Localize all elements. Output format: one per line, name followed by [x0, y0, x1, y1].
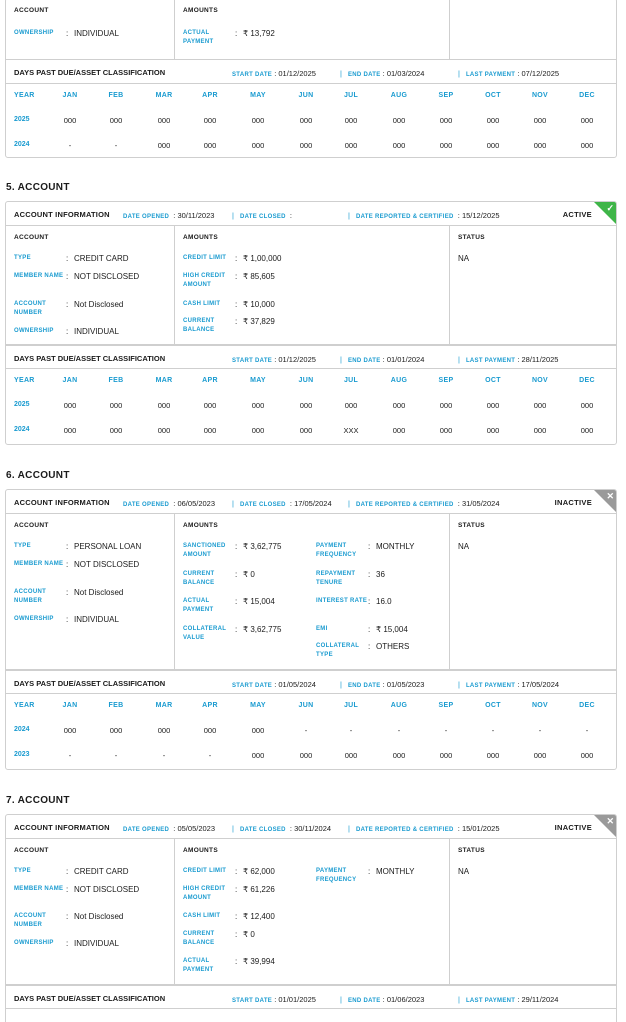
- type-label: TYPE: [14, 543, 31, 549]
- last-payment-value: 17/05/2024: [521, 680, 560, 689]
- date-opened-label: DATE OPENED: [123, 827, 170, 833]
- dpd-cell: 000: [63, 401, 77, 410]
- month-header: YEAR: [14, 702, 35, 709]
- dpd-title: DAYS PAST DUE/ASSET CLASSIFICATION: [14, 994, 166, 1003]
- last-payment-label: LAST PAYMENT: [465, 683, 516, 689]
- actual-payment-value: ₹ 13,792: [243, 29, 275, 38]
- dpd-cell: 000: [439, 116, 453, 125]
- member-name-value: NOT DISCLOSED: [74, 885, 140, 894]
- month-header: OCT: [485, 702, 501, 709]
- high-credit-value: ₹ 61,226: [243, 885, 275, 894]
- dpd-cell: -: [397, 726, 401, 735]
- month-header: FEB: [108, 92, 124, 99]
- end-date-value: 01/06/2023: [386, 995, 425, 1004]
- dpd-cell: 000: [486, 141, 500, 150]
- year-row: [6, 108, 616, 132]
- status-value: NA: [458, 254, 470, 263]
- dpd-grid: [6, 84, 616, 158]
- dpd-cell: 000: [63, 116, 77, 125]
- account-heading: ACCOUNT: [14, 7, 49, 14]
- start-date-label: START DATE: [232, 683, 273, 689]
- month-header-row: [6, 84, 616, 108]
- dpd-cell: 000: [109, 726, 123, 735]
- amounts-heading: AMOUNTS: [183, 522, 218, 529]
- section-title-5: 5. ACCOUNT: [6, 182, 70, 193]
- dpd-cell: 000: [203, 426, 217, 435]
- dpd-cell: 000: [157, 116, 171, 125]
- date-reported-value: 31/05/2024: [461, 499, 500, 508]
- sanctioned-amount-label: SANCTIONED AMOUNT: [183, 543, 226, 558]
- account-number-value: Not Disclosed: [74, 300, 124, 309]
- month-header: APR: [202, 702, 218, 709]
- month-header-row: [6, 369, 616, 393]
- dpd-cell: 000: [203, 726, 217, 735]
- current-balance-value: ₹ 0: [243, 930, 255, 939]
- check-icon: ✓: [594, 202, 616, 224]
- status-badge: INACTIVE: [554, 498, 592, 507]
- high-credit-value: ₹ 85,605: [243, 272, 275, 281]
- month-header: SEP: [438, 92, 454, 99]
- month-header: JUL: [343, 702, 359, 709]
- year-cell: 2024: [14, 426, 30, 433]
- month-header: JUN: [298, 92, 314, 99]
- interest-rate-label: INTEREST RATE: [316, 598, 368, 604]
- month-header: MAY: [250, 702, 266, 709]
- current-balance-label: CURRENT BALANCE: [183, 931, 215, 946]
- start-date-value: 01/05/2024: [278, 680, 316, 689]
- last-payment-label: LAST PAYMENT: [465, 998, 516, 1004]
- dpd-cell: 000: [486, 401, 500, 410]
- collateral-type-value: OTHERS: [376, 642, 410, 651]
- month-header: JAN: [62, 702, 78, 709]
- dpd-cell: 000: [299, 116, 313, 125]
- month-header: JUN: [298, 702, 314, 709]
- month-header: JUN: [298, 377, 314, 384]
- payment-frequency-value: MONTHLY: [376, 867, 415, 876]
- account-heading: ACCOUNT: [14, 522, 49, 529]
- close-icon: ✕: [594, 490, 616, 512]
- type-value: PERSONAL LOAN: [74, 542, 142, 551]
- month-header: MAR: [155, 92, 173, 99]
- dpd-cell: 000: [580, 426, 594, 435]
- current-balance-value: ₹ 0: [243, 570, 255, 579]
- dpd-cell: 000: [63, 726, 77, 735]
- cash-limit-label: CASH LIMIT: [183, 301, 221, 307]
- repayment-tenure-label: REPAYMENT TENURE: [316, 571, 356, 586]
- dpd-cell: 000: [439, 751, 453, 760]
- dpd-cell: 000: [299, 426, 313, 435]
- dpd-cell: -: [208, 751, 212, 760]
- status-heading: STATUS: [458, 847, 485, 854]
- dpd-cell: 000: [392, 401, 406, 410]
- actual-payment-value: ₹ 39,994: [243, 957, 275, 966]
- dpd-cell: 000: [344, 751, 358, 760]
- dpd-cell: 000: [580, 141, 594, 150]
- ownership-value: INDIVIDUAL: [74, 327, 119, 336]
- year-row: [6, 743, 616, 767]
- type-value: CREDIT CARD: [74, 867, 129, 876]
- end-date-label: END DATE: [347, 683, 381, 689]
- collateral-value-label: COLLATERAL VALUE: [183, 626, 227, 641]
- start-date-label: START DATE: [232, 72, 273, 78]
- dpd-cell: 000: [533, 751, 547, 760]
- dpd-cell: -: [68, 751, 72, 760]
- year-cell: 2025: [14, 116, 30, 123]
- payment-frequency-label: PAYMENT FREQUENCY: [316, 543, 357, 558]
- type-label: TYPE: [14, 255, 31, 261]
- status-heading: STATUS: [458, 234, 485, 241]
- month-header: JUL: [343, 377, 359, 384]
- last-payment-value: 28/11/2025: [521, 355, 559, 364]
- date-closed-value: 30/11/2024: [294, 824, 332, 833]
- dpd-title: DAYS PAST DUE/ASSET CLASSIFICATION: [14, 679, 166, 688]
- actual-payment-label: ACTUAL PAYMENT: [183, 30, 214, 45]
- actual-payment-label: ACTUAL PAYMENT: [183, 598, 214, 613]
- member-name-label: MEMBER NAME: [14, 561, 64, 567]
- month-header-row: [6, 694, 616, 718]
- year-row: [6, 718, 616, 742]
- end-date-value: 01/03/2024: [386, 69, 425, 78]
- dpd-cell: -: [162, 751, 166, 760]
- date-opened-label: DATE OPENED: [123, 502, 170, 508]
- cash-limit-value: ₹ 10,000: [243, 300, 275, 309]
- dpd-cell: 000: [344, 401, 358, 410]
- collateral-type-label: COLLATERAL TYPE: [316, 643, 360, 658]
- dpd-title: DAYS PAST DUE/ASSET CLASSIFICATION: [14, 68, 166, 77]
- last-payment-value: 07/12/2025: [521, 69, 560, 78]
- dpd-cell: 000: [533, 401, 547, 410]
- date-reported-value: 15/12/2025: [461, 211, 500, 220]
- last-payment-label: LAST PAYMENT: [465, 358, 516, 364]
- date-closed-label: DATE CLOSED: [239, 502, 286, 508]
- start-date-value: 01/12/2025: [278, 355, 316, 364]
- dpd-cell: 000: [580, 401, 594, 410]
- dpd-cell: 000: [439, 426, 453, 435]
- dpd-cell: 000: [251, 116, 265, 125]
- cash-limit-value: ₹ 12,400: [243, 912, 275, 921]
- start-date-value: 01/12/2025: [278, 69, 316, 78]
- dpd-cell: -: [444, 726, 448, 735]
- start-date-label: START DATE: [232, 998, 273, 1004]
- date-closed-label: DATE CLOSED: [239, 827, 286, 833]
- dpd-cell: -: [114, 751, 118, 760]
- dpd-cell: 000: [299, 401, 313, 410]
- ownership-value: INDIVIDUAL: [74, 939, 119, 948]
- year-row: [6, 418, 616, 442]
- date-opened-value: 05/05/2023: [177, 824, 216, 833]
- status-heading: STATUS: [458, 522, 485, 529]
- ownership-label: OWNERSHIP: [14, 328, 54, 334]
- dpd-cell: 000: [109, 116, 123, 125]
- month-header: DEC: [579, 702, 595, 709]
- account-card-7: ACCOUNT INFORMATION DATE OPENED : 05/05/2023 | DATE CLOSED : 30/11/2024 | DATE REPORTED & CERTIFIED : 15/01/2025 INACTIVE ✕ ACCOUNT TYPE : CREDIT CARD MEMBER NAME : NOT DISCLOSED ACCOUNT NUMBER : Not Disclosed OWNERSHIP : INDIVIDUAL AMOUNTS CREDIT LIMIT : ₹ 62,000 HIGH CREDIT AMOUNT : ₹ 61,226 CASH LIMIT : ₹ 12,400 CURRENT BALANCE : ₹ 0 ACTUAL PAYMENT : ₹ 39,994 PAYMENT FREQUENCY : MONTHLY STATUS NA DAYS PAST DUE/ASSET CLASSIFICATION START DATE : 01/01/2025 | END DATE : 01/06/2023 | LAST PAYMENT : 29/11/2024: [5, 814, 617, 1022]
- dpd-cell: 000: [486, 426, 500, 435]
- account-heading: ACCOUNT: [14, 234, 49, 241]
- dpd-cell: 000: [251, 401, 265, 410]
- dpd-cell: 000: [439, 401, 453, 410]
- month-header: DEC: [579, 92, 595, 99]
- account-number-value: Not Disclosed: [74, 588, 124, 597]
- dpd-cell: 000: [533, 426, 547, 435]
- credit-limit-value: ₹ 62,000: [243, 867, 275, 876]
- actual-payment-label: ACTUAL PAYMENT: [183, 958, 214, 973]
- end-date-value: 01/05/2023: [386, 680, 425, 689]
- year-cell: 2024: [14, 141, 30, 148]
- year-row: [6, 393, 616, 417]
- month-header: APR: [202, 377, 218, 384]
- member-name-value: NOT DISCLOSED: [74, 272, 140, 281]
- year-cell: 2025: [14, 401, 30, 408]
- dpd-cell: 000: [299, 141, 313, 150]
- end-date-label: END DATE: [347, 358, 381, 364]
- month-header: OCT: [485, 377, 501, 384]
- ownership-label: OWNERSHIP: [14, 30, 54, 36]
- date-closed-value: 17/05/2024: [294, 499, 332, 508]
- month-header: SEP: [438, 377, 454, 384]
- amounts-heading: AMOUNTS: [183, 234, 218, 241]
- member-name-label: MEMBER NAME: [14, 886, 64, 892]
- month-header: NOV: [531, 702, 549, 709]
- dpd-cell: -: [114, 141, 118, 150]
- ownership-label: OWNERSHIP: [14, 616, 54, 622]
- dpd-cell: -: [585, 726, 589, 735]
- end-date-label: END DATE: [347, 72, 381, 78]
- dpd-cell: 000: [203, 116, 217, 125]
- interest-rate-value: 16.0: [376, 597, 392, 606]
- month-header: DEC: [579, 377, 595, 384]
- dpd-cell: 000: [157, 141, 171, 150]
- high-credit-label: HIGH CREDIT AMOUNT: [183, 886, 226, 901]
- section-title-7: 7. ACCOUNT: [6, 795, 70, 806]
- dpd-cell: 000: [439, 141, 453, 150]
- dpd-cell: 000: [580, 116, 594, 125]
- month-header: JAN: [62, 92, 78, 99]
- last-payment-value: 29/11/2024: [521, 995, 559, 1004]
- account-number-label: ACCOUNT NUMBER: [14, 589, 47, 604]
- dpd-cell: 000: [344, 141, 358, 150]
- month-header: JAN: [62, 377, 78, 384]
- month-header: YEAR: [14, 92, 35, 99]
- dpd-cell: 000: [580, 751, 594, 760]
- dpd-cell: 000: [486, 751, 500, 760]
- status-value: NA: [458, 542, 470, 551]
- account-card-5: ACCOUNT INFORMATION DATE OPENED : 30/11/2023 | DATE CLOSED : | DATE REPORTED & CERTIFIED : 15/12/2025 ACTIVE ✓ ACCOUNT TYPE : CREDIT CARD MEMBER NAME : NOT DISCLOSED ACCOUNT NUMBER : Not Disclosed OWNERSHIP : INDIVIDUAL AMOUNTS CREDIT LIMIT : ₹ 1,00,000 HIGH CREDIT AMOUNT : ₹ 85,605 CASH LIMIT : ₹ 10,000 CURRENT BALANCE : ₹ 37,829 STATUS NA DAYS PAST DUE/ASSET CLASSIFICATION START DATE : 01/12/2025 | END DATE : 01/01/2024 | LAST PAYMENT : 28/11/2025 YEAR JAN FEB MAR APR MAY JUN JUL AUG SEP OCT NOV DEC 2025 000 000 000 000 000 000 000 000 000 000 000 000 2024 000 000 000 000 000 000 XXX 000 000 000 000 000: [5, 201, 617, 445]
- account-card-6: ACCOUNT INFORMATION DATE OPENED : 06/05/2023 | DATE CLOSED : 17/05/2024 | DATE REPORTED & CERTIFIED : 31/05/2024 INACTIVE ✕ ACCOUNT TYPE : PERSONAL LOAN MEMBER NAME : NOT DISCLOSED ACCOUNT NUMBER : Not Disclosed OWNERSHIP : INDIVIDUAL AMOUNTS SANCTIONED AMOUNT : ₹ 3,62,775 CURRENT BALANCE : ₹ 0 ACTUAL PAYMENT : ₹ 15,004 COLLATERAL VALUE : ₹ 3,62,775 PAYMENT FREQUENCY : MONTHLY REPAYMENT TENURE : 36 INTEREST RATE : 16.0 EMI : ₹ 15,004 COLLATERAL TYPE : OTHERS STATUS NA DAYS PAST DUE/ASSET CLASSIFICATION START DATE : 01/05/2024 | END DATE : 01/05/2023 | LAST PAYMENT : 17/05/2024 YEAR JAN FEB MAR APR MAY JUN JUL AUG SEP OCT NOV DEC 2024 000 000 000 000 000 - - - - - - - 2023 - - - - 000 000 000 000 000 000 000 000: [5, 489, 617, 770]
- month-header: APR: [202, 92, 218, 99]
- emi-value: ₹ 15,004: [376, 625, 408, 634]
- dpd-cell: 000: [157, 426, 171, 435]
- section-title-6: 6. ACCOUNT: [6, 470, 70, 481]
- payment-frequency-label: PAYMENT FREQUENCY: [316, 868, 357, 883]
- amounts-heading: AMOUNTS: [183, 847, 218, 854]
- dpd-cell: 000: [392, 751, 406, 760]
- high-credit-label: HIGH CREDIT AMOUNT: [183, 273, 226, 288]
- amounts-heading: AMOUNTS: [183, 7, 218, 14]
- month-header: AUG: [390, 377, 408, 384]
- sanctioned-amount-value: ₹ 3,62,775: [243, 542, 282, 551]
- dpd-cell: 000: [251, 726, 265, 735]
- dpd-title: DAYS PAST DUE/ASSET CLASSIFICATION: [14, 354, 166, 363]
- ownership-value: INDIVIDUAL: [74, 615, 119, 624]
- dpd-cell: -: [349, 726, 353, 735]
- close-icon: ✕: [594, 815, 616, 837]
- dpd-cell: 000: [392, 116, 406, 125]
- dpd-cell: 000: [203, 141, 217, 150]
- account-info-title: ACCOUNT INFORMATION: [14, 823, 110, 832]
- actual-payment-value: ₹ 15,004: [243, 597, 275, 606]
- dpd-cell: 000: [63, 426, 77, 435]
- account-number-label: ACCOUNT NUMBER: [14, 301, 47, 316]
- month-header: YEAR: [14, 377, 35, 384]
- year-cell: 2024: [14, 726, 30, 733]
- start-date-label: START DATE: [232, 358, 273, 364]
- month-header: OCT: [485, 92, 501, 99]
- dpd-cell: 000: [251, 751, 265, 760]
- end-date-label: END DATE: [347, 998, 381, 1004]
- type-value: CREDIT CARD: [74, 254, 129, 263]
- month-header: MAR: [155, 377, 173, 384]
- type-label: TYPE: [14, 868, 31, 874]
- dpd-cell: -: [538, 726, 542, 735]
- status-badge: ACTIVE: [562, 210, 592, 219]
- ownership-value: INDIVIDUAL: [74, 29, 119, 38]
- date-closed-label: DATE CLOSED: [239, 214, 286, 220]
- dpd-cell: 000: [392, 426, 406, 435]
- dpd-cell: -: [304, 726, 308, 735]
- month-header: JUL: [343, 92, 359, 99]
- status-badge: INACTIVE: [554, 823, 592, 832]
- credit-limit-label: CREDIT LIMIT: [183, 868, 227, 874]
- year-row: [6, 133, 616, 157]
- dpd-cell: 000: [392, 141, 406, 150]
- date-reported-label: DATE REPORTED & CERTIFIED: [355, 827, 454, 833]
- account-card-4: ACCOUNT OWNERSHIP : INDIVIDUAL AMOUNTS ACTUAL PAYMENT : ₹ 13,792 DAYS PAST DUE/ASSET CLASSIFICATION START DATE : 01/12/2025 | END DATE : 01/03/2024 | LAST PAYMENT : 07/12/2025 YEAR JAN FEB MAR APR MAY JUN JUL AUG SEP OCT NOV DEC 2025 000 000 000 000 000 000 000 000 000 000 000 000 2024 - - 000 000 000 000 000 000 000 000 000 000: [5, 0, 617, 158]
- account-heading: ACCOUNT: [14, 847, 49, 854]
- month-header: NOV: [531, 377, 549, 384]
- status-value: NA: [458, 867, 470, 876]
- cash-limit-label: CASH LIMIT: [183, 913, 221, 919]
- dpd-cell: 000: [109, 401, 123, 410]
- member-name-value: NOT DISCLOSED: [74, 560, 140, 569]
- month-header: AUG: [390, 92, 408, 99]
- dpd-cell: 000: [251, 141, 265, 150]
- start-date-value: 01/01/2025: [278, 995, 316, 1004]
- dpd-cell: 000: [533, 116, 547, 125]
- dpd-cell: 000: [533, 141, 547, 150]
- dpd-cell: -: [491, 726, 495, 735]
- dpd-cell: XXX: [343, 426, 359, 435]
- current-balance-label: CURRENT BALANCE: [183, 318, 215, 333]
- month-header: MAY: [250, 377, 266, 384]
- credit-limit-label: CREDIT LIMIT: [183, 255, 227, 261]
- dpd-grid: [6, 369, 616, 443]
- credit-limit-value: ₹ 1,00,000: [243, 254, 282, 263]
- dpd-cell: 000: [109, 426, 123, 435]
- current-balance-value: ₹ 37,829: [243, 317, 275, 326]
- dpd-cell: 000: [157, 726, 171, 735]
- dpd-grid: [6, 694, 616, 768]
- month-header: FEB: [108, 702, 124, 709]
- collateral-value-value: ₹ 3,62,775: [243, 625, 282, 634]
- date-reported-value: 15/01/2025: [461, 824, 500, 833]
- dpd-cell: 000: [157, 401, 171, 410]
- emi-label: EMI: [316, 626, 328, 632]
- dpd-cell: 000: [344, 116, 358, 125]
- repayment-tenure-value: 36: [376, 570, 385, 579]
- account-number-label: ACCOUNT NUMBER: [14, 913, 47, 928]
- date-reported-label: DATE REPORTED & CERTIFIED: [355, 502, 454, 508]
- date-opened-label: DATE OPENED: [123, 214, 170, 220]
- payment-frequency-value: MONTHLY: [376, 542, 415, 551]
- date-opened-value: 30/11/2023: [177, 211, 215, 220]
- member-name-label: MEMBER NAME: [14, 273, 64, 279]
- end-date-value: 01/01/2024: [386, 355, 425, 364]
- dpd-cell: -: [68, 141, 72, 150]
- dpd-cell: 000: [299, 751, 313, 760]
- date-opened-value: 06/05/2023: [177, 499, 216, 508]
- dpd-cell: 000: [203, 401, 217, 410]
- current-balance-label: CURRENT BALANCE: [183, 571, 215, 586]
- account-info-title: ACCOUNT INFORMATION: [14, 210, 110, 219]
- year-cell: 2023: [14, 751, 30, 758]
- month-header: NOV: [531, 92, 549, 99]
- dpd-cell: 000: [251, 426, 265, 435]
- month-header: MAY: [250, 92, 266, 99]
- month-header: AUG: [390, 702, 408, 709]
- date-reported-label: DATE REPORTED & CERTIFIED: [355, 214, 454, 220]
- account-info-title: ACCOUNT INFORMATION: [14, 498, 110, 507]
- dpd-cell: 000: [486, 116, 500, 125]
- month-header: SEP: [438, 702, 454, 709]
- account-number-value: Not Disclosed: [74, 912, 124, 921]
- month-header: MAR: [155, 702, 173, 709]
- month-header: FEB: [108, 377, 124, 384]
- last-payment-label: LAST PAYMENT: [465, 72, 516, 78]
- ownership-label: OWNERSHIP: [14, 940, 54, 946]
